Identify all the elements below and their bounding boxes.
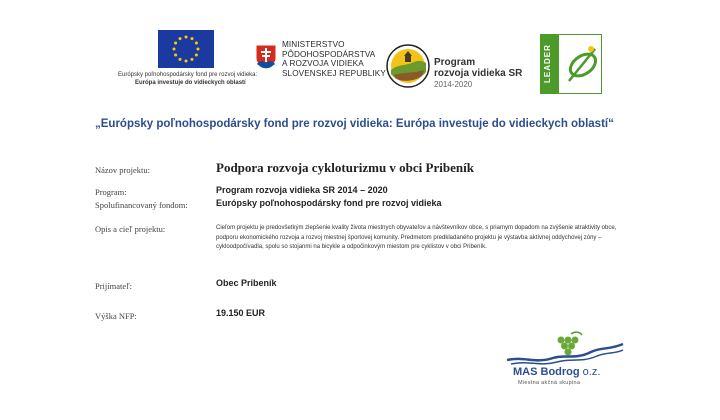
program-logo-title: Program [434,57,476,68]
ministry-name-line: A ROZVOJA VIDIEKA [282,59,364,69]
leader-emblem-icon [561,37,601,91]
leader-wordmark: LEADER [543,44,552,83]
mas-tagline: Miestna akčná skupina [518,380,581,386]
eafrd-slogan: „Európsky poľnohospodársky fond pre rozvoj vidieka: Európa investuje do vidieckych oblastí“ [95,118,614,130]
ministry-name [282,40,386,78]
leader-band [541,35,559,93]
project-description-label: Opis a cieľ projektu: [95,224,166,234]
ministry-name-line: MINISTERSTVO [282,40,345,49]
leader-logo [540,34,602,94]
cofunding-fund-label: Spolufinancovaný fondom: [95,200,188,210]
project-description-text: Cieľom projektu je predovšetkým zlepšenie kvality života miestnych obyvateľov a návštevníkov obce, s priamym dopadom na zvýšenie atraktivity obce, podporu ekonomického rozvoja a rozvoj miestnej športovej komunity. Predmetom predkladaného projektu je výstavba aktívnej oddychovej zóny – cykloodpočívadla, spolu so stojanmi na bicykle a odpočinkovým miestom pre cyklistov v obci Pribeník. [216,225,617,250]
program-logo-years: 2014-2020 [434,80,473,89]
program-logo-subtitle: rozvoja vidieka SR [434,68,523,79]
program-label: Program: [95,187,127,197]
project-name-value: Podpora rozvoja cykloturizmu v obci Pribeník [216,160,474,175]
recipient-value: Obec Pribeník [216,278,277,288]
ministry-name-line: PÔDOHOSPODÁRSTVA [282,49,376,59]
recipient-label: Prijímateľ: [95,281,132,291]
mas-name-text: MAS Bodrog [513,366,580,378]
cofunding-fund-value: Európsky poľnohospodársky fond pre rozvoj vidieka [216,198,442,208]
mas-bodrog-logo [505,330,635,385]
grape-river-icon [505,330,625,368]
slovak-crest-icon [255,44,277,70]
eu-caption-line2: Európa investuje do vidieckych oblastí [135,80,246,86]
logo-strip [0,0,720,110]
program-value: Program rozvoja vidieka SR 2014 – 2020 [216,185,388,195]
mas-legal-form: o.z. [582,366,601,378]
ministry-name-line: SLOVENSKEJ REPUBLIKY [282,68,386,78]
project-name-label: Názov projektu: [95,165,150,175]
eu-flag-icon [158,30,214,68]
grant-amount-value: 19.150 EUR [216,308,266,318]
eu-caption-line1: Európsky poľnohospodársky fond pre rozvoj vidieka: [118,72,258,78]
grant-amount-label: Výška NFP: [95,311,137,321]
ministry-logo-block [255,40,385,95]
program-logo-block [386,44,536,94]
mas-name [513,366,600,378]
program-rural-development-icon [386,44,430,88]
